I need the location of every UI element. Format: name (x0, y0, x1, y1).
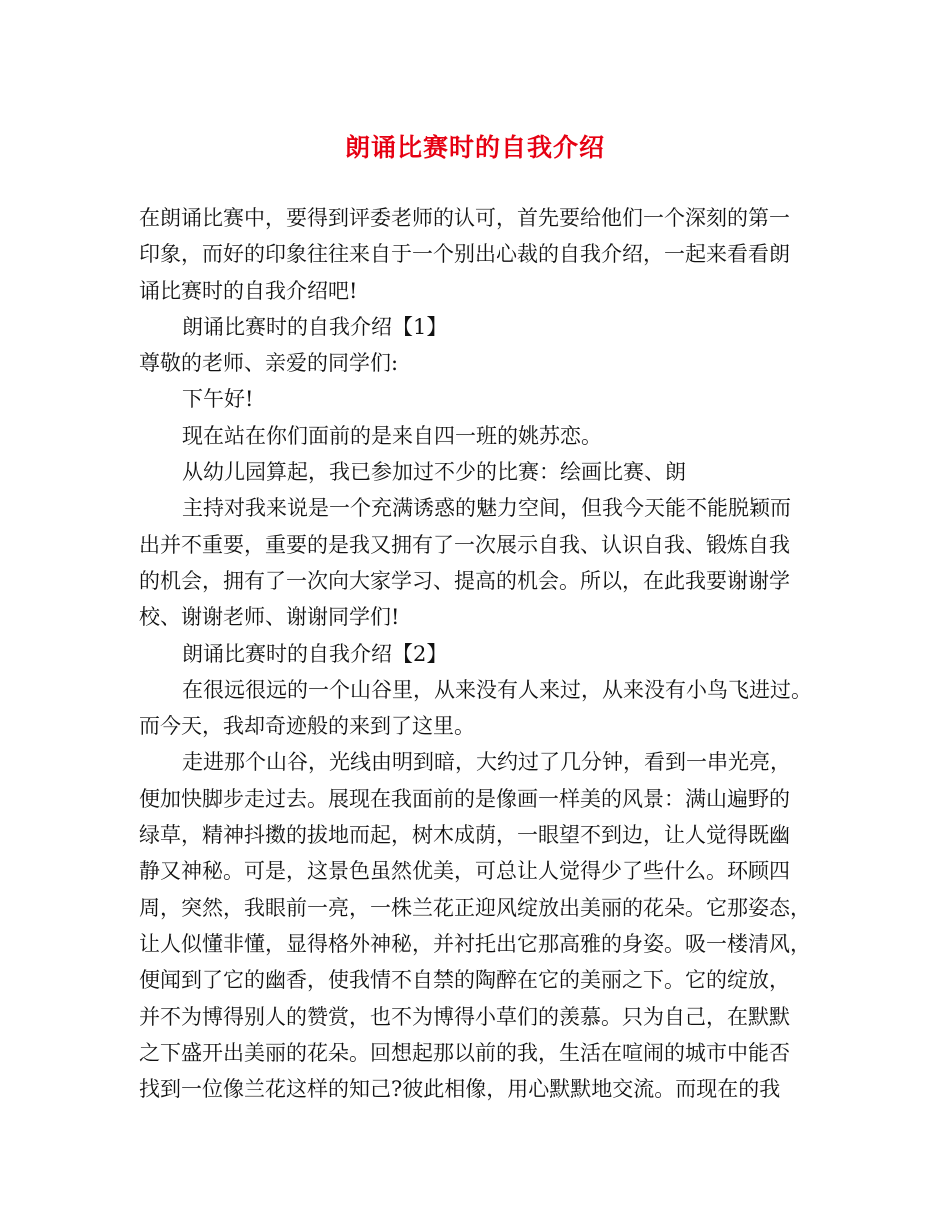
document-title: 朗诵比赛时的自我介绍 (344, 133, 605, 162)
text-line: 从幼儿园算起，我已参加过不少的比赛：绘画比赛、朗 (182, 460, 686, 485)
text-line: 让人似懂非懂，显得格外神秘，并衬托出它那高雅的身姿。吸一楼清风， (139, 931, 811, 956)
text-line: 走进那个山谷，光线由明到暗，大约过了几分钟，看到一串光亮， (182, 750, 791, 775)
text-line: 现在站在你们面前的是来自四一班的姚苏恋。 (182, 423, 602, 448)
text-line: 印象，而好的印象往往来自于一个别出心裁的自我介绍，一起来看看朗 (139, 242, 790, 267)
text-line: 便加快脚步走过去。展现在我面前的是像画一样美的风景：满山遍野的 (139, 786, 790, 811)
text-line: 朗诵比赛时的自我介绍【1】 (182, 314, 448, 339)
text-line: 周，突然，我眼前一亮，一株兰花正迎风绽放出美丽的花朵。它那姿态， (139, 895, 811, 920)
text-line: 诵比赛时的自我介绍吧! (139, 278, 358, 303)
text-line: 并不为博得别人的赞赏，也不为博得小草们的羡慕。只为自己，在默默 (139, 1004, 790, 1029)
text-line: 校、谢谢老师、谢谢同学们! (139, 605, 400, 630)
text-line: 而今天，我却奇迹般的来到了这里。 (139, 714, 475, 739)
text-line: 的机会，拥有了一次向大家学习、提高的机会。所以，在此我要谢谢学 (139, 568, 790, 593)
text-line: 朗诵比赛时的自我介绍【2】 (182, 641, 448, 666)
text-line: 绿草，精神抖擞的拔地而起，树木成荫，一眼望不到边，让人觉得既幽 (139, 823, 790, 848)
text-line: 下午好! (182, 387, 254, 412)
text-line: 找到一位像兰花这样的知己?彼此相像，用心默默地交流。而现在的我 (139, 1077, 781, 1102)
text-line: 主持对我来说是一个充满诱惑的魅力空间，但我今天能不能脱颖而 (182, 496, 791, 521)
text-line: 静又神秘。可是，这景色虽然优美，可总让人觉得少了些什么。环顾四 (139, 859, 790, 884)
text-line: 便闻到了它的幽香，使我情不自禁的陶醉在它的美丽之下。它的绽放， (139, 968, 790, 993)
text-line: 在朗诵比赛中，要得到评委老师的认可，首先要给他们一个深刻的第一 (139, 206, 790, 230)
text-line: 之下盛开出美丽的花朵。回想起那以前的我，生活在喧闹的城市中能否 (139, 1040, 790, 1065)
text-line: 出并不重要，重要的是我又拥有了一次展示自我、认识自我、锻炼自我 (139, 532, 790, 557)
document-body (139, 200, 839, 1107)
text-line: 尊敬的老师、亲爱的同学们: (139, 351, 399, 376)
text-line: 在很远很远的一个山谷里，从来没有人来过，从来没有小鸟飞进过。 (182, 677, 812, 702)
